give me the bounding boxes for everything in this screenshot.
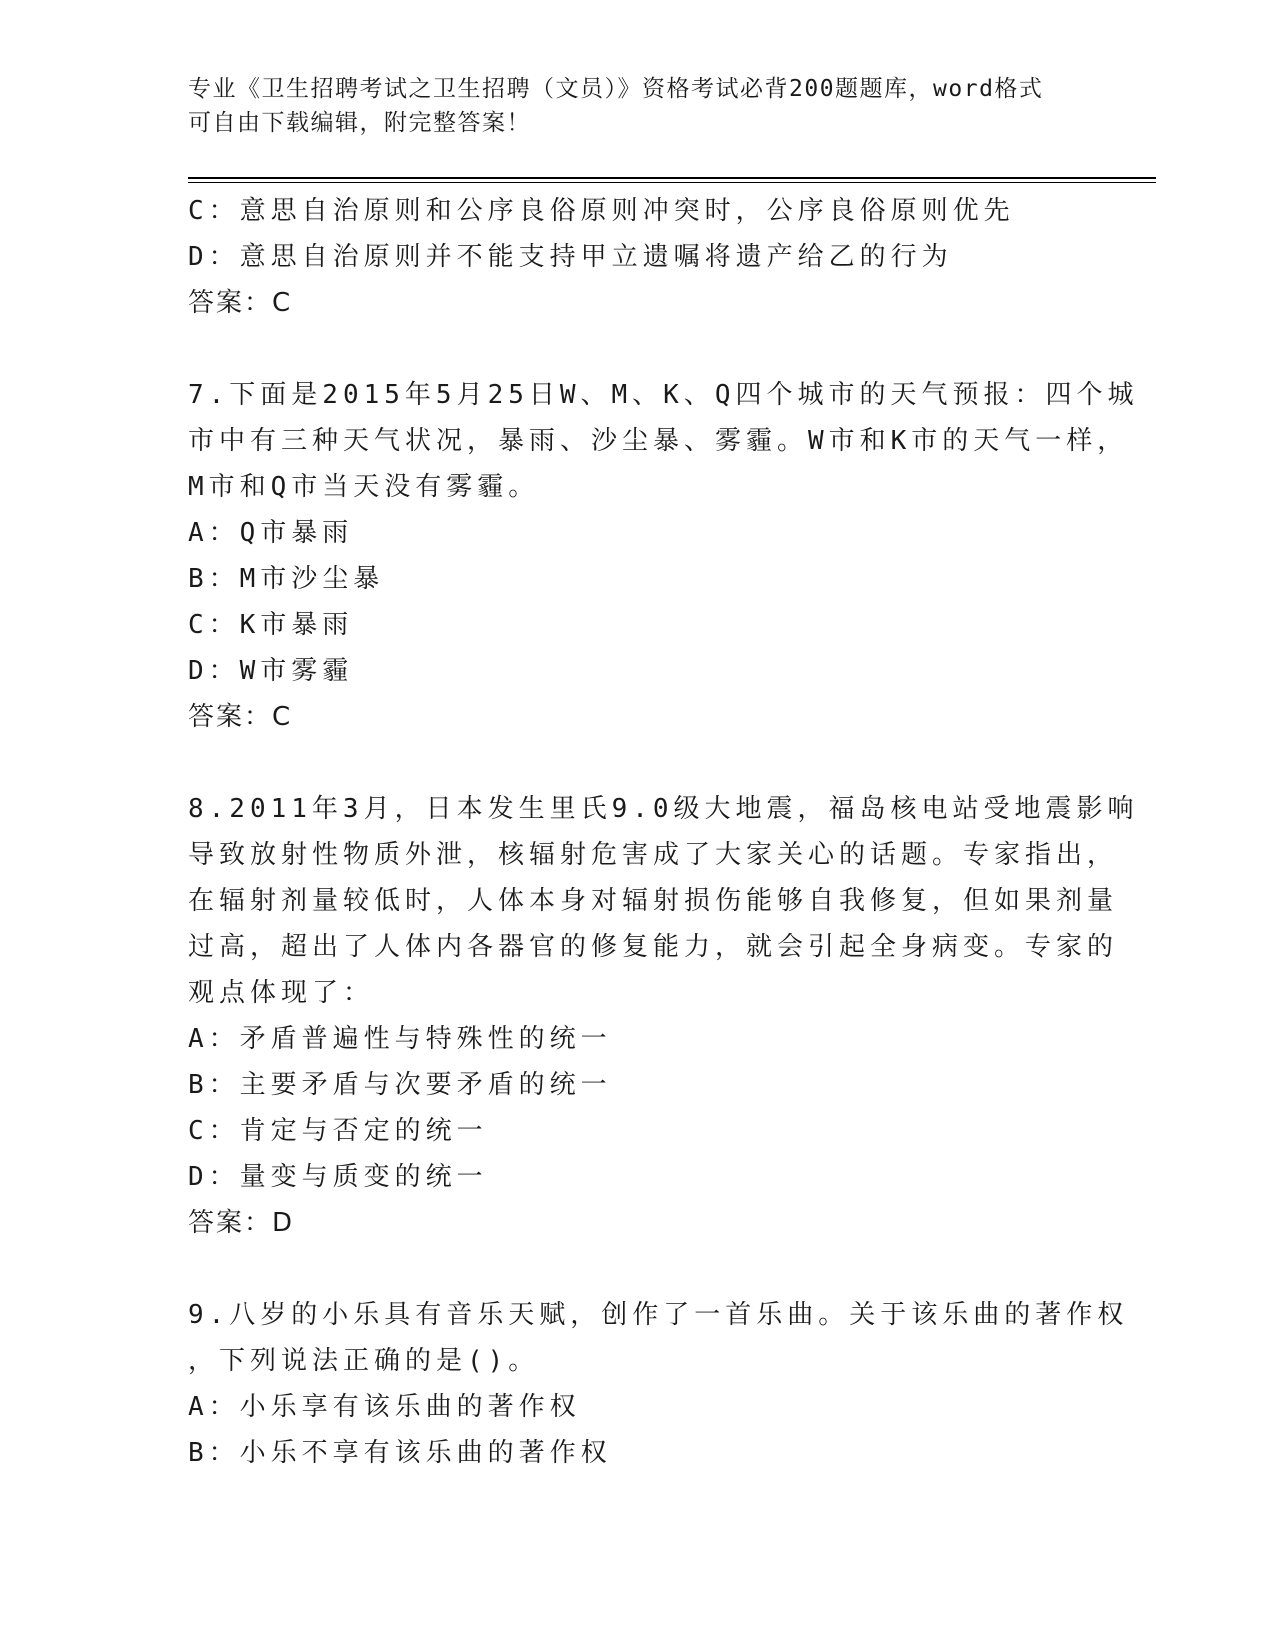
question-block-7 xyxy=(188,372,1139,740)
answer-line: 答案：C xyxy=(188,702,293,732)
option-c: C：肯定与否定的统一 xyxy=(188,1116,488,1146)
question-text-line: ，下列说法正确的是()。 xyxy=(188,1346,540,1376)
question-content xyxy=(188,188,1139,1476)
header-rule-thin xyxy=(188,182,1156,183)
option-b: B：小乐不享有该乐曲的著作权 xyxy=(188,1438,612,1468)
question-block-8 xyxy=(188,786,1139,1246)
header-rule-thick xyxy=(188,177,1156,179)
question-text-line: M市和Q市当天没有雾霾。 xyxy=(188,472,540,502)
question-text-line: 市中有三种天气状况，暴雨、沙尘暴、雾霾。W市和K市的天气一样， xyxy=(188,426,1129,456)
option-c: C：K市暴雨 xyxy=(188,610,354,640)
question-text-line: 导致放射性物质外泄，核辐射危害成了大家关心的话题。专家指出， xyxy=(188,840,1119,870)
answer-line: 答案：C xyxy=(188,288,293,318)
question-text-line: 7.下面是2015年5月25日W、M、K、Q四个城市的天气预报：四个城 xyxy=(188,380,1139,410)
option-d: D：W市雾霾 xyxy=(188,656,354,686)
option-b: B：M市沙尘暴 xyxy=(188,564,385,594)
document-header xyxy=(188,72,1068,140)
header-line-1: 专业《卫生招聘考试之卫生招聘（文员）》资格考试必背200题题库，word格式 xyxy=(188,76,1044,102)
question-text-line: 在辐射剂量较低时，人体本身对辐射损伤能够自我修复，但如果剂量 xyxy=(188,886,1119,916)
question-text-line: 过高，超出了人体内各器官的修复能力，就会引起全身病变。专家的 xyxy=(188,932,1119,962)
option-b: B：主要矛盾与次要矛盾的统一 xyxy=(188,1070,612,1100)
option-d: D：意思自治原则并不能支持甲立遗嘱将遗产给乙的行为 xyxy=(188,242,953,272)
question-block-6 xyxy=(188,188,1088,326)
question-block-9 xyxy=(188,1292,1129,1476)
question-text-line: 8.2011年3月，日本发生里氏9.0级大地震，福岛核电站受地震影响 xyxy=(188,794,1139,824)
question-text-line: 9.八岁的小乐具有音乐天赋，创作了一首乐曲。关于该乐曲的著作权 xyxy=(188,1300,1129,1330)
option-d: D：量变与质变的统一 xyxy=(188,1162,488,1192)
option-a: A：小乐享有该乐曲的著作权 xyxy=(188,1392,581,1422)
option-a: A：Q市暴雨 xyxy=(188,518,354,548)
option-c: C：意思自治原则和公序良俗原则冲突时，公序良俗原则优先 xyxy=(188,196,1015,226)
option-a: A：矛盾普遍性与特殊性的统一 xyxy=(188,1024,612,1054)
header-line-2: 可自由下载编辑，附完整答案！ xyxy=(188,110,531,136)
question-text-line: 观点体现了： xyxy=(188,978,375,1008)
answer-line: 答案：D xyxy=(188,1208,295,1238)
